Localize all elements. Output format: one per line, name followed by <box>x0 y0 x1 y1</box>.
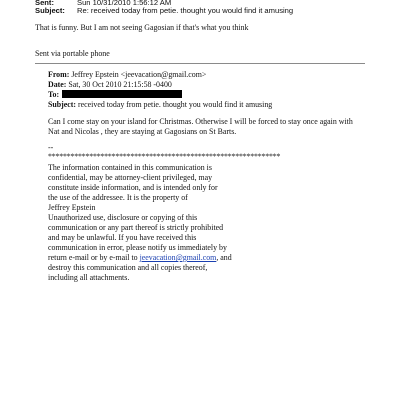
quoted-body-line: Nat and Nicolas , they are staying at Gagosians on St Barts. <box>48 127 237 136</box>
quoted-from-row <box>48 70 206 80</box>
disclaimer-line: including all attachments. <box>48 273 130 282</box>
quoted-date-row <box>48 80 172 90</box>
quoted-subject-label: Subject: <box>48 100 77 109</box>
quoted-date-label: Date: <box>48 80 67 89</box>
disclaimer-line: confidential, may be attorney-client privileged, may <box>48 173 213 182</box>
reply-signature: Sent via portable phone <box>35 49 110 58</box>
redaction-bar <box>62 90 182 98</box>
disclaimer <box>48 163 232 283</box>
quoted-from-label: From: <box>48 70 70 79</box>
sent-value: Sun 10/31/2010 1:56:12 AM <box>77 0 172 7</box>
quoted-body-line: Can I come stay on your island for Christmas. Otherwise I will be forced to stay once again with <box>48 117 353 126</box>
disclaimer-line: The information contained in this communication is <box>48 163 212 172</box>
disclaimer-line: Jeffrey Epstein <box>48 203 96 212</box>
disclaimer-line: communication in error, please notify us immediately by <box>48 243 227 252</box>
disclaimer-line: destroy this communication and all copies thereof, <box>48 263 208 272</box>
subject-value: Re: received today from petie. thought you would find it amusing <box>77 6 294 15</box>
quoted-from-value: Jeffrey Epstein <jeevacation@gmail.com> <box>71 70 207 79</box>
disclaimer-line: and may be unlawful. If you have received this <box>48 233 197 242</box>
disclaimer-line: communication or any part thereof is strictly prohibited <box>48 223 224 232</box>
disclaimer-line: constitute inside information, and is intended only for <box>48 183 218 192</box>
separator-line <box>35 63 365 64</box>
signature-dash: -- <box>48 143 54 152</box>
quoted-subject-row <box>48 100 272 110</box>
sent-label: Sent: <box>35 0 54 7</box>
asterisk-rule: ************************************************************** <box>48 152 281 161</box>
subject-row <box>35 6 293 15</box>
disclaimer-line: Unauthorized use, disclosure or copying of this <box>48 213 198 222</box>
quoted-to-label: To: <box>48 90 60 99</box>
email-suffix: , and <box>216 253 232 262</box>
quoted-to-row <box>48 90 182 100</box>
email-prefix: return e-mail or by e-mail to <box>48 253 140 262</box>
email-link[interactable]: jeevacation@gmail.com <box>139 253 217 262</box>
disclaimer-line: the use of the addressee. It is the property of <box>48 193 188 202</box>
disclaimer-email-line <box>48 253 232 263</box>
quoted-subject-value: received today from petie. thought you would find it amusing <box>78 100 273 109</box>
subject-label: Subject: <box>35 6 65 15</box>
quoted-date-value: Sat, 30 Oct 2010 21:15:58 -0400 <box>68 80 172 89</box>
reply-body: That is funny. But I am not seeing Gagosian if that's what you think <box>35 23 249 32</box>
